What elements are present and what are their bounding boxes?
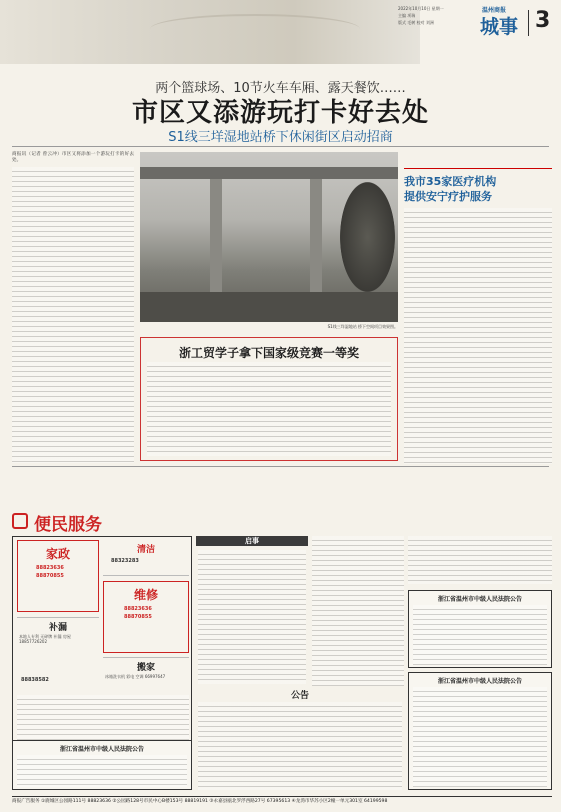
page-number: 3 bbox=[535, 8, 551, 33]
ad-jiazheng bbox=[17, 540, 99, 612]
ad-buluo-title: 补漏 bbox=[48, 623, 67, 633]
footer-bar bbox=[12, 796, 552, 806]
court-notice-3-title: 浙江省温州市中级人民法院公告 bbox=[437, 678, 522, 685]
classifieds-header bbox=[12, 510, 122, 535]
side-story-headline-2: 提供安宁疗护服务 bbox=[404, 190, 492, 203]
legal-notices-right-text bbox=[408, 536, 552, 584]
classifieds-grid bbox=[12, 536, 192, 758]
tree-silhouette bbox=[340, 182, 395, 292]
mid-rule bbox=[12, 466, 549, 467]
side-story-headline-1: 我市35家医疗机构 bbox=[404, 175, 497, 188]
legal-notices-mid bbox=[312, 536, 404, 686]
ad-jiazheng-title: 家政 bbox=[45, 547, 70, 561]
side-story-body-text bbox=[404, 208, 552, 464]
masthead-designer: 版式 毛树 校对 刘洲 bbox=[398, 20, 434, 25]
ad-banjia bbox=[103, 657, 189, 687]
ad-banjia-title: 搬家 bbox=[136, 663, 155, 673]
lead-body-column bbox=[12, 152, 134, 462]
ad-jiazheng-phone1: 88823636 bbox=[36, 565, 64, 571]
ad-zhaopin-phone: 88838582 bbox=[21, 677, 49, 683]
court-notice-3 bbox=[408, 672, 552, 790]
masthead-divider bbox=[528, 10, 529, 36]
footer-text: 商报广告服务 ①鹿城区公园路111号 88823636 ②公园路128号市民中心B楼153号 88819191 ③永嘉县瓯北罗浮西路27号 67395613 ④龙湾市华苏小区2幢一单元301室 64199598 bbox=[12, 799, 388, 804]
masthead-date: 2022年10月10日 星期一 bbox=[398, 6, 444, 11]
classifieds-icon bbox=[12, 513, 28, 529]
ad-jiazheng-phone2: 88870855 bbox=[36, 573, 64, 579]
legal-notices-mid-text bbox=[312, 536, 404, 686]
bridge-pillar-right bbox=[310, 179, 322, 299]
ad-buluo-text: 本地人专利 无碎牌 补漏 房屋 18857726202 bbox=[19, 634, 71, 644]
prize-story-headline: 浙工贸学子拿下国家级竞赛一等奖 bbox=[178, 346, 359, 360]
bridge-deck bbox=[140, 167, 398, 179]
ad-weixiu-title: 维修 bbox=[133, 588, 158, 602]
ad-banjia-text: 冰箱洗衣机 彩电 空调 66997647 bbox=[105, 674, 166, 679]
court-notice-2-body bbox=[17, 755, 187, 787]
qishi-body-text bbox=[198, 550, 306, 684]
gonggao-body bbox=[198, 702, 402, 790]
lead-kicker: 两个篮球场、10节火车车厢、露天餐饮…… bbox=[155, 81, 406, 96]
prize-story-body-text bbox=[147, 362, 391, 456]
masthead-editor: 主编 项瑞 bbox=[398, 13, 416, 18]
masthead-bridge-art bbox=[150, 14, 360, 44]
ad-weixiu-phone2: 88870855 bbox=[124, 614, 152, 620]
side-story bbox=[404, 152, 552, 464]
masthead-section: 城事 bbox=[480, 16, 519, 38]
court-notice-3-body bbox=[413, 687, 547, 787]
ground bbox=[140, 292, 398, 322]
lead-headline: 市区又添游玩打卡好去处 bbox=[131, 98, 429, 128]
court-notice-2 bbox=[12, 740, 192, 790]
qishi-column bbox=[196, 536, 308, 686]
court-notice-1 bbox=[408, 590, 552, 668]
court-notice-1-body bbox=[413, 605, 547, 665]
lead-body-text-block bbox=[12, 167, 134, 463]
lead-photo-caption: S1线三垟湿地站 桥下空间项目效果图。 bbox=[327, 324, 398, 329]
ad-weixiu-phone1: 88823636 bbox=[124, 606, 152, 612]
lead-subhead: S1线三垟湿地站桥下休闲街区启动招商 bbox=[168, 130, 393, 145]
classifieds-title: 便民服务 bbox=[34, 515, 102, 535]
ad-buluo bbox=[17, 617, 99, 653]
ad-weixiu bbox=[103, 581, 189, 653]
prize-story-box bbox=[140, 337, 398, 461]
court-notice-1-title: 浙江省温州市中级人民法院公告 bbox=[437, 596, 522, 603]
court-notice-2-title: 浙江省温州市中级人民法院公告 bbox=[59, 746, 144, 753]
ad-qingjie bbox=[103, 540, 189, 576]
bridge-pillar-left bbox=[210, 179, 222, 299]
ad-qingjie-title: 清洁 bbox=[136, 545, 155, 555]
ad-qingjie-phone: 88323283 bbox=[111, 558, 139, 564]
gonggao-title: 公告 bbox=[290, 691, 309, 701]
legal-notices-right bbox=[408, 536, 552, 586]
masthead bbox=[0, 0, 561, 64]
gonggao bbox=[196, 688, 404, 792]
side-story-top-rule bbox=[404, 168, 552, 169]
masthead-brand: 温州商报 bbox=[482, 7, 507, 14]
lead-byline: 商报讯（记者 曾云冲）市区又将添加一个游玩打卡的好去处。 bbox=[12, 152, 134, 164]
lead-photo bbox=[140, 152, 398, 322]
qishi-title: 启事 bbox=[245, 537, 259, 545]
headline-rule bbox=[12, 146, 549, 147]
